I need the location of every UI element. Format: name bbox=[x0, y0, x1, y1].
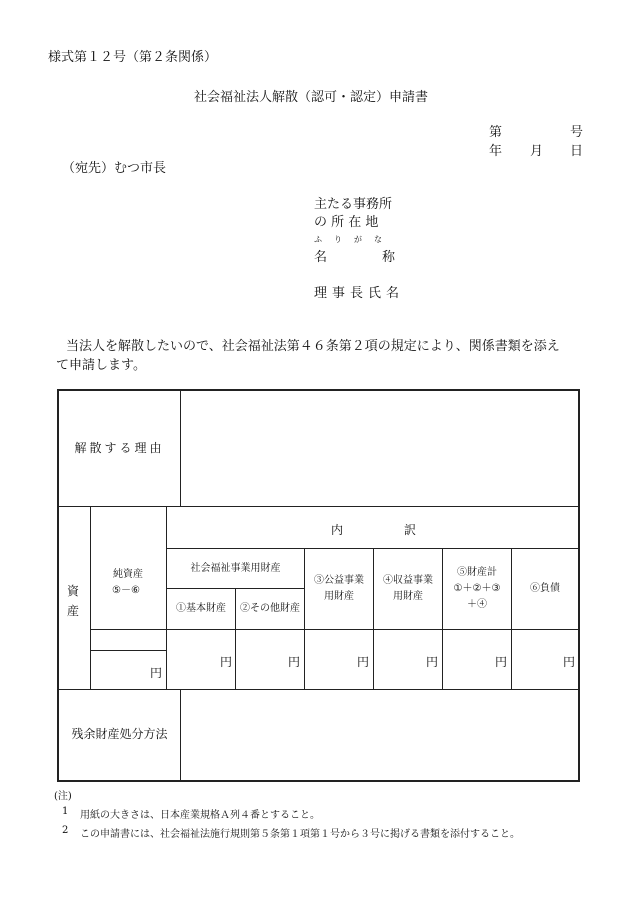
name-label-b: 称 bbox=[382, 250, 396, 265]
profit-property-l2: 用財産 bbox=[393, 591, 423, 602]
vline-assets bbox=[90, 506, 91, 689]
liabilities-label: ⑥負債 bbox=[530, 583, 560, 594]
net-assets-label-2: ⑤－⑥ bbox=[112, 585, 140, 596]
assets-label-2: 産 bbox=[67, 604, 80, 618]
public-property-label bbox=[305, 549, 373, 629]
yen-other: 円 bbox=[288, 655, 301, 669]
hline-header-bottom bbox=[91, 629, 580, 630]
other-property-label: ②その他財産 bbox=[240, 603, 300, 614]
yen-liabilities: 円 bbox=[563, 655, 576, 669]
name-label-a: 名 bbox=[314, 250, 328, 265]
date-year: 年 bbox=[489, 144, 503, 159]
total-property-l2: ①＋②＋③ bbox=[453, 583, 501, 594]
breakdown-label-a: 内 bbox=[331, 523, 344, 537]
chairman-label: 理事長氏名 bbox=[314, 286, 405, 301]
assets-label-1: 資 bbox=[67, 584, 80, 598]
addressee: （宛先）むつ市長 bbox=[62, 161, 167, 176]
hline-reason-bottom bbox=[57, 506, 580, 507]
basic-property-label: ①基本財産 bbox=[176, 603, 226, 614]
number-dai: 第 bbox=[489, 125, 503, 140]
total-property-l1: ⑤財産計 bbox=[457, 567, 497, 578]
reason-label: 解散する理由 bbox=[74, 440, 165, 455]
office-label-1: 主たる事務所 bbox=[314, 197, 393, 212]
hline-net-split bbox=[91, 650, 167, 651]
furigana-label: ふ り が な bbox=[314, 235, 384, 244]
total-property-label bbox=[443, 549, 511, 629]
yen-profit: 円 bbox=[426, 655, 439, 669]
office-label-2: の 所 在 地 bbox=[314, 215, 379, 230]
residual-label: 残余財産処分方法 bbox=[71, 727, 168, 742]
breakdown-label-b: 訳 bbox=[404, 523, 417, 537]
body-text-line1: 当法人を解散したいので、社会福祉法第４６条第２項の規定により、関係書類を添え bbox=[66, 339, 560, 354]
body-text-line2: て申請します。 bbox=[56, 358, 146, 373]
profit-property-l1: ④収益事業 bbox=[383, 575, 433, 586]
vline-reason bbox=[180, 389, 181, 506]
public-property-l2: 用財産 bbox=[324, 591, 354, 602]
residual-input[interactable] bbox=[182, 690, 578, 780]
yen-basic: 円 bbox=[220, 655, 233, 669]
date-month: 月 bbox=[530, 144, 544, 159]
notes-heading: (注) bbox=[54, 791, 72, 802]
form-number: 様式第１２号（第２条関係） bbox=[48, 50, 218, 65]
vline-residual bbox=[180, 689, 181, 782]
page-title: 社会福祉法人解散（認可・認定）申請書 bbox=[194, 90, 429, 105]
yen-net-assets: 円 bbox=[150, 666, 163, 680]
welfare-property-label: 社会福祉事業用財産 bbox=[190, 562, 281, 574]
net-assets-label-1: 純資産 bbox=[113, 569, 143, 580]
note-1: 用紙の大きさは、日本産業規格Ａ列４番とすること。 bbox=[80, 810, 320, 821]
note-1-number: 1 bbox=[62, 806, 69, 817]
total-property-l3: ＋④ bbox=[467, 599, 487, 610]
public-property-l1: ③公益事業 bbox=[314, 575, 364, 586]
number-go: 号 bbox=[570, 125, 584, 140]
yen-public: 円 bbox=[357, 655, 370, 669]
note-2: この申請書には、社会福祉法施行規則第５条第１項第１号から３号に掲げる書類を添付すること。 bbox=[80, 829, 520, 840]
profit-property-label bbox=[374, 549, 442, 629]
reason-input[interactable] bbox=[182, 391, 578, 506]
date-day: 日 bbox=[570, 144, 584, 159]
note-2-number: 2 bbox=[62, 825, 69, 836]
yen-total: 円 bbox=[495, 655, 508, 669]
